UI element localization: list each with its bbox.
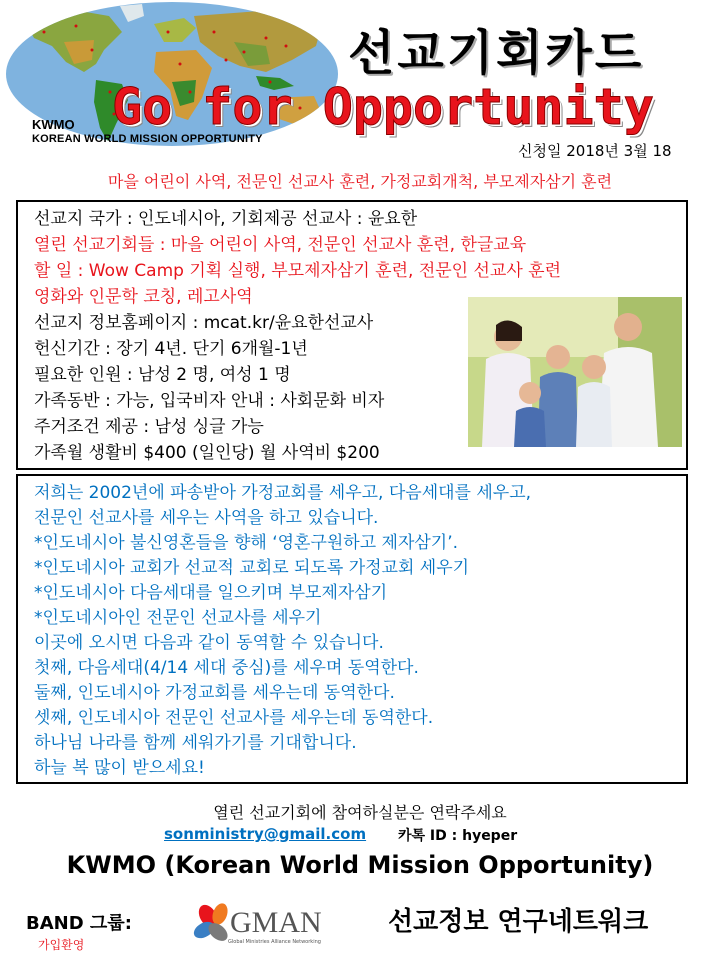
apply-date: 신청일 2018년 3월 18 [518, 142, 672, 160]
contact-invite: 열린 선교기회에 참여하실분은 연락주세요 [213, 803, 507, 822]
band-welcome: 가입환영 [38, 938, 85, 952]
info-tasks: 할 일 : Wow Camp 기획 실행, 부모제자삼기 훈련, 전문인 선교사 훈련 [34, 261, 562, 281]
logo-subtitle: KOREAN WORLD MISSION OPPORTUNITY [32, 133, 263, 145]
card-title: 선교기회카드 [348, 25, 645, 81]
logo-title: KWMO [32, 117, 75, 132]
gman-text: GMAN [230, 906, 322, 939]
info-homepage: 선교지 정보홈페이지 : mcat.kr/윤요한선교사 [34, 313, 374, 333]
info-country: 선교지 국가 : 인도네시아, 기회제공 선교사 : 윤요한 [34, 209, 418, 229]
message-line: 둘째, 인도네시아 가정교회를 세우는데 동역한다. [34, 683, 395, 703]
gman-subtitle: Global Ministries Alliance Networking [228, 939, 321, 945]
info-needed: 필요한 인원 : 남성 2 명, 여성 1 명 [34, 365, 291, 385]
family-photo [468, 297, 682, 447]
message-line: 하나님 나라를 함께 세워가기를 기대합니다. [34, 733, 357, 753]
network-name: 선교정보 연구네트워크 [388, 907, 649, 937]
message-line: 하늘 복 많이 받으세요! [34, 758, 205, 778]
message-line: 첫째, 다음세대(4/14 세대 중심)를 세우며 동역한다. [34, 658, 419, 678]
message-box [16, 474, 688, 784]
info-housing: 주거조건 제공 : 남성 싱글 가능 [34, 417, 264, 437]
message-line: 이곳에 오시면 다음과 같이 동역할 수 있습니다. [34, 633, 384, 653]
info-period: 헌신기간 : 장기 4년. 단기 6개월-1년 [34, 339, 308, 359]
email-link[interactable]: sonministry@gmail.com [164, 825, 367, 843]
message-line: 전문인 선교사를 세우는 사역을 하고 있습니다. [34, 508, 379, 528]
message-line: *인도네시아인 전문인 선교사를 세우기 [34, 608, 322, 628]
info-family: 가족동반 : 가능, 입국비자 안내 : 사회문화 비자 [34, 391, 385, 411]
gman-flower-icon [191, 901, 231, 944]
message-line: 셋째, 인도네시아 전문인 선교사를 세우는데 동역한다. [34, 708, 434, 728]
org-name: KWMO (Korean World Mission Opportunity) [66, 851, 654, 879]
headline: 마을 어린이 사역, 전문인 선교사 훈련, 가정교회개척, 부모제자삼기 훈련 [107, 172, 613, 191]
message-line: *인도네시아 다음세대를 일으키며 부모제자삼기 [34, 583, 388, 603]
kakao-id: 카톡 ID : hyeper [398, 828, 518, 844]
band-label: BAND 그룹: [26, 913, 132, 934]
message-line: *인도네시아 교회가 선교적 교회로 되도록 가정교회 세우기 [34, 558, 470, 578]
info-opportunities: 열린 선교기회들 : 마을 어린이 사역, 전문인 선교사 훈련, 한글교육 [34, 235, 527, 255]
info-living: 가족월 생활비 $400 (일인당) 월 사역비 $200 [34, 443, 380, 463]
info-tasks-2: 영화와 인문학 코칭, 레고사역 [34, 287, 253, 307]
message-line: 저희는 2002년에 파송받아 가정교회를 세우고, 다음세대를 세우고, [34, 483, 532, 503]
message-line: *인도네시아 불신영혼들을 향해 ‘영혼구원하고 제자삼기’. [34, 533, 459, 553]
slogan: Go for Opportunity [112, 78, 654, 136]
